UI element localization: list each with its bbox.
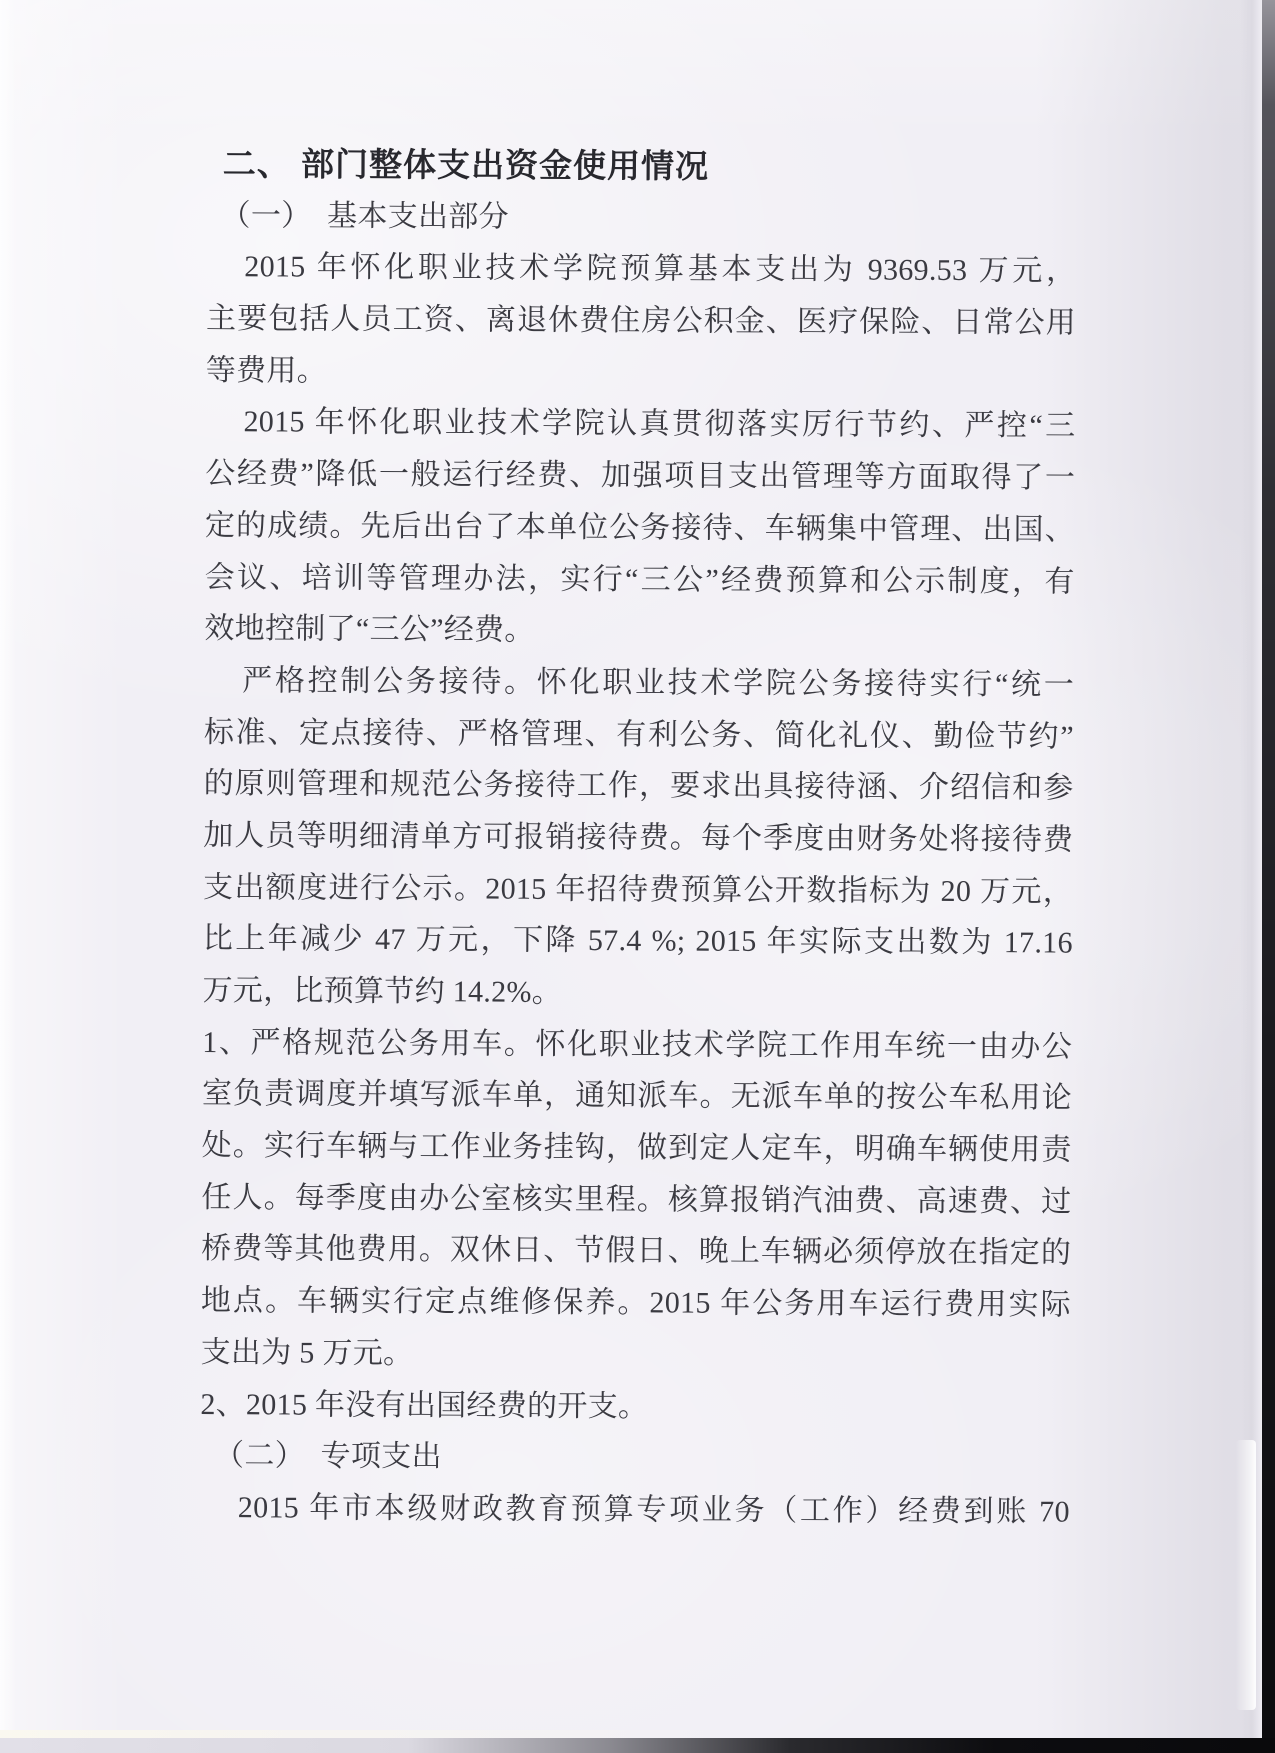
text-line: 标准、定点接待、严格管理、有利公务、简化礼仪、勤俭节约” — [203, 715, 1074, 754]
text-line: 万元，比预算节约 14.2%。 — [202, 973, 563, 1009]
text-line: 室负责调度并填写派车单，通知派车。无派车单的按公车私用论 — [201, 1077, 1073, 1115]
scanner-edge-bottom — [0, 1738, 1275, 1753]
text-line: 的原则管理和规范公务接待工作，要求出具接待涵、介绍信和参 — [203, 767, 1074, 805]
text-line: 严格控制公务接待。怀化职业技术学院公务接待实行“统一 — [242, 664, 1075, 702]
text-line: 支出为 5 万元。 — [200, 1335, 414, 1370]
text-line: 会议、培训等管理办法，实行“三公”经费预算和公示制度，有 — [204, 560, 1075, 599]
text-line: 处。实行车辆与工作业务挂钩，做到定人定车，明确车辆使用责 — [201, 1129, 1072, 1167]
text-line: 主要包括人员工资、离退休费住房公积金、医疗保险、日常公用 — [205, 302, 1077, 340]
left-paper-edge — [0, 0, 16, 1738]
text-line: 桥费等其他费用。双休日、节假日、晚上车辆必须停放在指定的 — [201, 1232, 1072, 1270]
page-text — [200, 138, 1077, 1538]
text-line: 2015 年怀化职业技术学院认真贯彻落实厉行节约、严控“三 — [243, 405, 1076, 443]
text-line: 地点。车辆实行定点维修保养。2015 年公务用车运行费用实际 — [200, 1284, 1071, 1322]
section-heading: 二、 部门整体支出资金使用情况 — [222, 145, 710, 185]
text-line: 加人员等明细清单方可报销接待费。每个季度由财务处将接待费 — [203, 818, 1074, 857]
text-line: 2015 年怀化职业技术学院预算基本支出为 9369.53 万元， — [244, 250, 1077, 288]
text-line: 支出额度进行公示。2015 年招待费预算公开数指标为 20 万元， — [202, 870, 1074, 909]
subsection-heading-1: （一） 基本支出部分 — [220, 198, 509, 234]
text-line: 等费用。 — [205, 353, 328, 388]
scanner-edge-right — [1262, 0, 1275, 1753]
text-line: 公经费”降低一般运行经费、加强项目支出管理等方面取得了一 — [205, 457, 1076, 495]
text-line: 定的成绩。先后出台了本单位公务接待、车辆集中管理、出国、 — [204, 508, 1076, 547]
text-line: 2015 年市本级财政教育预算专项业务（工作）经费到账 70 — [237, 1491, 1070, 1529]
subsection-heading-2: （二） 专项支出 — [214, 1439, 442, 1474]
text-line: 任人。每季度由办公室核实里程。核算报销汽油费、高速费、过 — [201, 1180, 1072, 1219]
text-line: 比上年减少 47 万元，下降 57.4 %; 2015 年实际支出数为 17.16 — [202, 922, 1073, 960]
list-item-1: 1、严格规范公务用车。怀化职业技术学院工作用车统一由办公 — [202, 1025, 1073, 1064]
list-item-2: 2、2015 年没有出国经费的开支。 — [200, 1387, 649, 1423]
text-line: 效地控制了“三公”经费。 — [204, 612, 535, 647]
corner-lift-highlight — [1236, 1440, 1256, 1710]
